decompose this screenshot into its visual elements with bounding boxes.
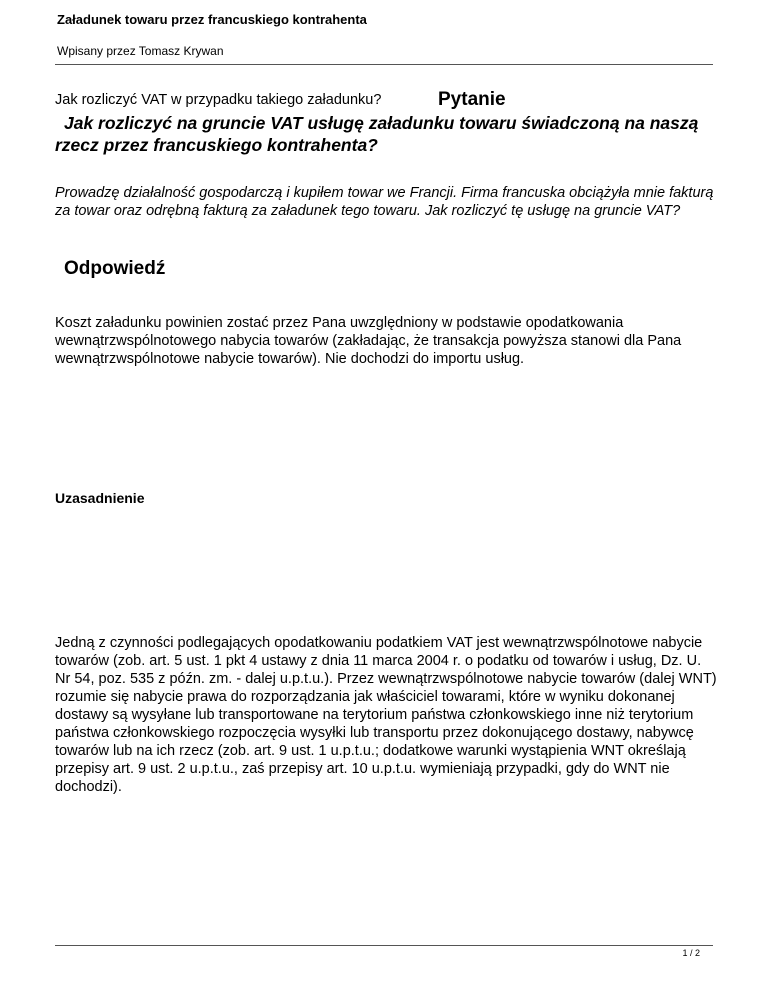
author-line: Wpisany przez Tomasz Krywan — [57, 44, 224, 58]
page-number: 1 / 2 — [682, 948, 700, 958]
header-divider — [55, 64, 713, 65]
question-heading: Pytanie — [438, 89, 506, 110]
document-title: Załadunek towaru przez francuskiego kontrahenta — [57, 12, 367, 27]
question-lead: Jak rozliczyć VAT w przypadku takiego załadunku? — [55, 92, 382, 108]
rationale-text: Jedną z czynności podlegających opodatkowaniu podatkiem VAT jest wewnątrzwspólnotowe nabycie towarów (zob. art. 5 ust. 1 pkt 4 ustawy z dnia 11 marca 2004 r. o podatku od towarów i usług, Dz. U. Nr 54, poz. 535 z późn. zm. - dalej u.p.t.u.). Przez wewnątrzwspólnotowe nabycie towarów (dalej WNT) rozumie się nabycie prawa do rozporządzania jak właściciel towarami, które w wyniku dokonanej dostawy są wysyłane lub transportowane na terytorium państwa członkowskiego inne niż terytorium państwa członkowskiego rozpoczęcia wysyłki lub transportu przez dokonującego dostawy, nabywcę towarów lub na ich rzecz (zob. art. 9 ust. 1 u.p.t.u.; dodatkowe warunki wystąpienia WNT określają przepisy art. 9 ust. 2 u.p.t.u., zaś przepisy art. 10 u.p.t.u. wymieniają przypadki, gdy do WNT nie dochodzi). — [55, 635, 717, 795]
answer-heading: Odpowiedź — [64, 258, 166, 279]
question-intro: Prowadzę działalność gospodarczą i kupiłem towar we Francji. Firma francuska obciążyła mnie fakturą za towar oraz odrębną fakturą za załadunek tego towaru. Jak rozliczyć tę usługę na gruncie VAT? — [55, 185, 714, 219]
question-text: Jak rozliczyć na gruncie VAT usługę załadunku towaru świadczoną na naszą rzecz przez francuskiego kontrahenta? — [55, 113, 699, 155]
answer-text: Koszt załadunku powinien zostać przez Pana uwzględniony w podstawie opodatkowania wewnątrzwspólnotowego nabycia towarów (zakładając, że transakcja powyższa stanowi dla Pana wewnątrzwspólnotowe nabycie towarów). Nie dochodzi do importu usług. — [55, 315, 682, 367]
footer-divider — [55, 945, 713, 946]
rationale-heading: Uzasadnienie — [55, 490, 145, 506]
